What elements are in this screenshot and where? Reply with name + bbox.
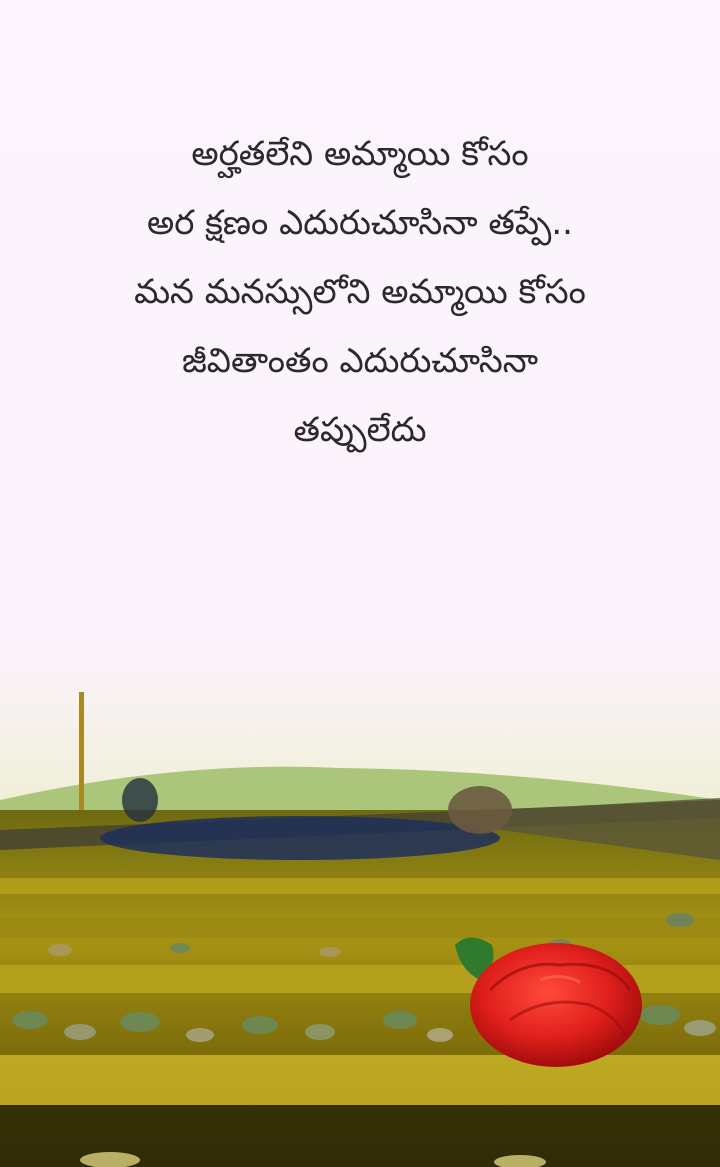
signal-pole (79, 692, 84, 822)
sleeper-front (0, 1055, 720, 1105)
rose (470, 943, 642, 1067)
quote-line-5: తప్పులేదు (293, 410, 427, 450)
quote-line-3: మన మనస్సులోని అమ్మాయి కోసం (134, 272, 586, 312)
quote-line-1: అర్హతలేని అమ్మాయి కోసం (191, 134, 529, 174)
blurred-figure (100, 816, 500, 860)
quote-line-2: అర క్షణం ఎదురుచూసినా తప్పే.. (147, 203, 573, 243)
quote-line-4: జీవితాంతం ఎదురుచూసినా (181, 341, 539, 381)
railway-rose-photo (0, 660, 720, 1167)
quote-text (40, 120, 680, 465)
